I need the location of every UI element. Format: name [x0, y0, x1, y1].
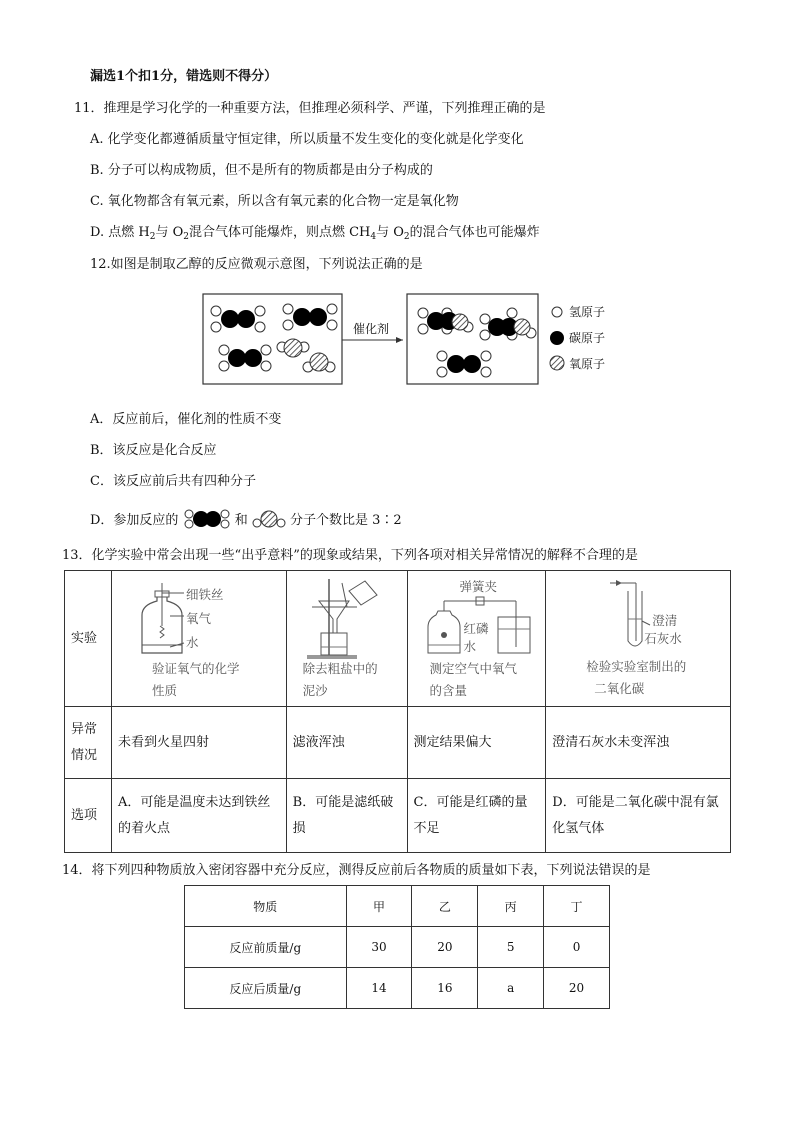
- q13-option-d[interactable]: D．可能是二氧化碳中混有氯化氢气体: [546, 779, 731, 853]
- q12-option-a[interactable]: A．反应前后，催化剂的性质不变: [90, 412, 282, 427]
- q13-option-c[interactable]: C．可能是红磷的量不足: [407, 779, 546, 853]
- label-red-phosphorus: 红磷: [463, 621, 489, 636]
- table-cell: 30: [346, 927, 412, 968]
- legend-carbon: 碳原子: [569, 331, 606, 345]
- abnormal-filtration: 滤液浑浊: [286, 707, 407, 779]
- table-cell: 0: [544, 927, 610, 968]
- ethylene-molecule-icon: [183, 509, 231, 529]
- table-cell: 20: [412, 927, 478, 968]
- q11-option-a[interactable]: A. 化学变化都遵循质量守恒定律，所以质量不发生变化的变化就是化学变化: [90, 132, 524, 147]
- water-molecule-icon: [252, 509, 286, 529]
- header-bing: 丙: [478, 886, 544, 927]
- caption-co2: 检验实验室制出的: [586, 659, 687, 674]
- label-iron-wire: 细铁丝: [185, 587, 224, 602]
- row-label-experiment: 实验: [65, 571, 112, 707]
- q11-option-d[interactable]: D. 点燃 $H_2$与 $O_2$混合气体可能爆炸，则点燃 $CH_4$与 $O_2$的混合气体也可能爆炸: [90, 225, 540, 242]
- table-cell: a: [478, 968, 544, 1009]
- table-cell: 16: [412, 968, 478, 1009]
- q11-option-c[interactable]: C. 氧化物都含有氧元素，所以含有氧元素的化合物一定是氧化物: [90, 194, 459, 209]
- oxygen-legend-icon: [550, 356, 564, 370]
- q12-stem: 12.如图是制取乙醇的反应微观示意图，下列说法正确的是: [90, 257, 423, 272]
- table-row: [185, 927, 610, 968]
- hydrogen-legend-icon: [552, 307, 562, 317]
- catalyst-label: 催化剂: [353, 322, 390, 336]
- caption-iron: 验证氧气的化学: [151, 661, 240, 676]
- caption-filtration: 除去粗盐中的: [302, 661, 378, 676]
- q13-option-a[interactable]: A．可能是温度未达到铁丝的着火点: [111, 779, 286, 853]
- legend-hydrogen: 氢原子: [569, 305, 606, 319]
- q12-option-d[interactable]: D．参加反应的 和 分子个数比是 3∶2: [90, 509, 402, 530]
- caption-filtration-2: 泥沙: [302, 683, 328, 698]
- header-yi: 乙: [412, 886, 478, 927]
- experiment-iron-wire: [111, 571, 286, 707]
- q11-option-b[interactable]: B. 分子可以构成物质，但不是所有的物质都是由分子构成的: [90, 163, 433, 178]
- header-ding: 丁: [544, 886, 610, 927]
- q12-option-c[interactable]: C．该反应前后共有四种分子: [90, 474, 256, 489]
- caption-iron-2: 性质: [151, 683, 177, 698]
- reaction-diagram: [0, 0, 794, 400]
- q13-option-b[interactable]: B．可能是滤纸破损: [286, 779, 407, 853]
- abnormal-iron: 未看到火星四射: [111, 707, 286, 779]
- table-cell: 反应后质量/g: [185, 968, 347, 1009]
- label-water: 水: [185, 635, 199, 650]
- label-oxygen: 氧气: [185, 611, 211, 626]
- experiment-phosphorus: [407, 571, 546, 707]
- caption-phosphorus-2: 的含量: [429, 683, 468, 698]
- table-row: [185, 968, 610, 1009]
- caption-co2-2: 二氧化碳: [594, 681, 645, 696]
- scoring-note: 漏选1个扣1分，错选则不得分）: [90, 69, 278, 84]
- label-spring-clip: 弹簧夹: [459, 579, 498, 594]
- experiment-co2: [546, 571, 731, 707]
- row-label-options: 选项: [65, 779, 112, 853]
- table-cell: 20: [544, 968, 610, 1009]
- header-jia: 甲: [346, 886, 412, 927]
- abnormal-co2: 澄清石灰水未变浑浊: [546, 707, 731, 779]
- table-cell: 5: [478, 927, 544, 968]
- row-label-abnormal: 异常情况: [65, 707, 112, 779]
- q14-stem: 14．将下列四种物质放入密闭容器中充分反应，测得反应前后各物质的质量如下表，下列说法错误的是: [62, 863, 651, 878]
- label-limewater: 澄清: [652, 613, 678, 628]
- label-water-2: 水: [463, 639, 477, 654]
- label-limewater-2: 石灰水: [644, 631, 682, 646]
- q13-stem: 13．化学实验中常会出现一些“出乎意料”的现象或结果，下列各项对相关异常情况的解释不合理的是: [62, 548, 638, 563]
- q12-option-b[interactable]: B．该反应是化合反应: [90, 443, 217, 458]
- caption-phosphorus: 测定空气中氧气: [429, 661, 518, 676]
- header-substance: 物质: [185, 886, 347, 927]
- q11-stem: 11．推理是学习化学的一种重要方法，但推理必须科学、严谨，下列推理正确的是: [74, 101, 546, 116]
- experiment-filtration: [286, 571, 407, 707]
- experiment-table: [64, 570, 731, 853]
- legend-oxygen: 氧原子: [569, 357, 606, 371]
- mass-table: [184, 885, 610, 1009]
- table-cell: 反应前质量/g: [185, 927, 347, 968]
- abnormal-phosphorus: 测定结果偏大: [407, 707, 546, 779]
- table-cell: 14: [346, 968, 412, 1009]
- carbon-legend-icon: [550, 331, 564, 345]
